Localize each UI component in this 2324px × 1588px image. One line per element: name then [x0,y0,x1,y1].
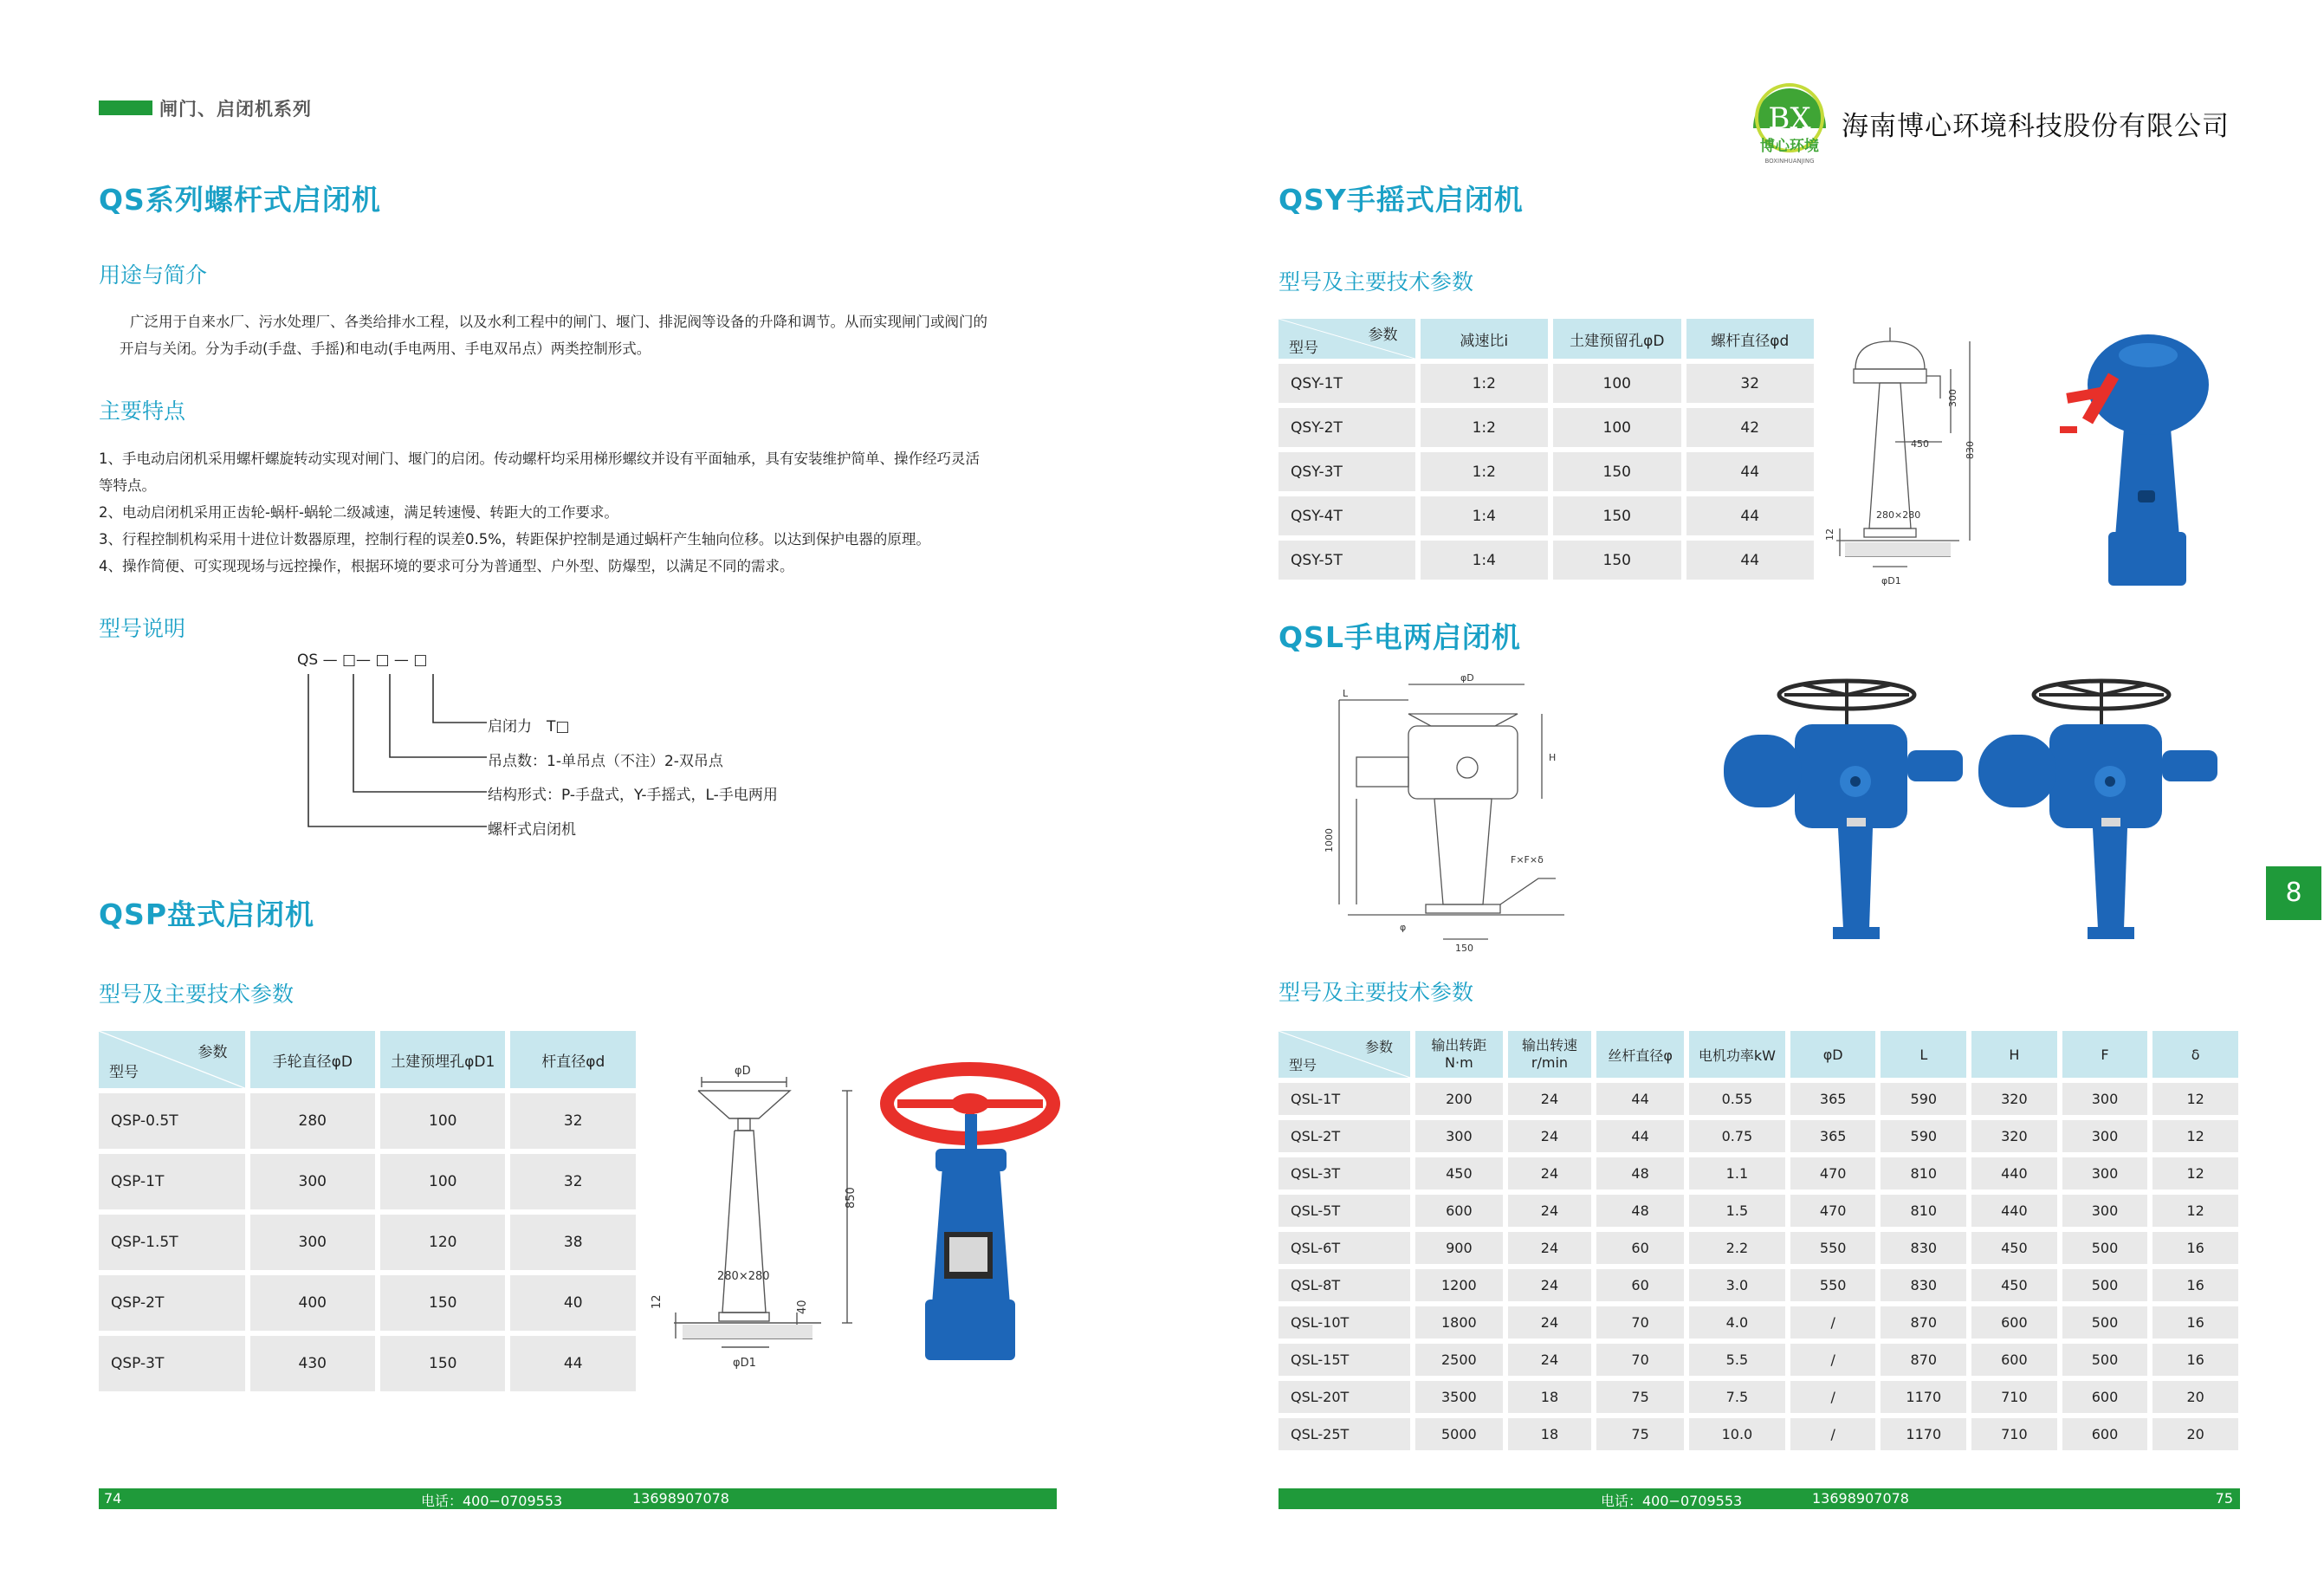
corner-bottom-label: 型号 [1289,340,1318,357]
drawing-label: 150 [1455,943,1473,954]
table-row [1279,1195,2238,1227]
table-cell: 600 [1971,1306,2057,1338]
table-cell: 0.55 [1689,1083,1785,1115]
table-cell: 20 [2152,1418,2238,1450]
drawing-label: 40 [796,1300,809,1314]
table-cell: QSL-25T [1279,1418,1410,1450]
table-cell: QSL-3T [1279,1157,1410,1189]
table-cell: 100 [1553,408,1680,447]
table-cell: QSY-1T [1279,364,1415,403]
page-number-left: 74 [104,1490,122,1507]
table-cell: 830 [1881,1232,1966,1264]
table-cell: QSP-3T [99,1336,245,1391]
table-cell: 20 [2152,1381,2238,1413]
table-cell: 12 [2152,1083,2238,1115]
company-name: 海南博心环境科技股份有限公司 [1842,111,2230,142]
table-cell: 550 [1790,1232,1876,1264]
table-cell: 3.0 [1689,1269,1785,1301]
table-cell: 44 [510,1336,636,1391]
table-cell: 200 [1415,1083,1503,1115]
qsy-technical-drawing [1821,321,1977,596]
drawing-label: 830 [1965,441,1976,459]
logo-en: BOXINHUANJING [1764,158,1815,165]
table-cell: 24 [1508,1306,1592,1338]
table-cell: 38 [510,1215,636,1270]
model-item-force: 启闭力 T□ [488,718,570,736]
table-cell: 440 [1971,1195,2057,1227]
table-cell: QSP-0.5T [99,1093,245,1149]
table-row [99,1093,636,1149]
corner-top-label: 参数 [1365,1039,1394,1055]
table-cell: 1:4 [1421,541,1548,580]
table-cell: 590 [1881,1120,1966,1152]
table-cell: / [1790,1418,1876,1450]
table-cell: 300 [250,1154,375,1209]
table-cell: 16 [2152,1306,2238,1338]
table-cell: 600 [1971,1344,2057,1376]
corner-bottom-label: 型号 [109,1064,139,1081]
chapter-tab: 8 [2266,866,2321,920]
table-cell: 550 [1790,1269,1876,1301]
table-cell: 1:4 [1421,496,1548,535]
table-row [1279,364,1814,403]
table-cell: 2.2 [1689,1232,1785,1264]
drawing-label: L [1343,688,1349,699]
drawing-label: 12 [1824,528,1835,541]
model-item-type: 螺杆式启闭机 [488,821,576,839]
table-cell: 24 [1508,1232,1592,1264]
table-header: 土建预埋孔φD1 [380,1031,505,1088]
qs-title: QS系列螺杆式启闭机 [99,183,381,217]
corner-bottom-label: 型号 [1289,1057,1317,1073]
table-cell: 810 [1881,1157,1966,1189]
table-cell: QSP-1.5T [99,1215,245,1270]
table-header: 手轮直径φD [250,1031,375,1088]
table-row [1279,1232,2238,1264]
logo-letters: BX [1768,101,1811,136]
table-cell: QSP-1T [99,1154,245,1209]
model-code-connectors [295,669,494,842]
table-cell: 1800 [1415,1306,1503,1338]
footer-mobile: 13698907078 [632,1490,729,1507]
table-cell: 1170 [1881,1418,1966,1450]
qsp-product-image [880,1062,1062,1367]
drawing-label: 850 [845,1187,858,1209]
table-cell: 300 [2062,1120,2148,1152]
table-row [99,1215,636,1270]
table-cell: 3500 [1415,1381,1503,1413]
table-cell: 365 [1790,1083,1876,1115]
table-row [1279,496,1814,535]
model-heading: 型号说明 [99,616,186,641]
table-cell: 44 [1686,452,1815,491]
table-cell: 10.0 [1689,1418,1785,1450]
drawing-label: 300 [1947,389,1958,407]
table-cell: 44 [1596,1083,1684,1115]
table-row [99,1154,636,1209]
table-header: 电机功率kW [1689,1031,1785,1078]
feature-line: 2、电动启闭机采用正齿轮-蜗杆-蜗轮二级减速，满足转速慢、转距大的工作要求。 [99,504,618,521]
table-cell: 710 [1971,1381,2057,1413]
page-number-right: 75 [2215,1490,2233,1507]
table-cell: 12 [2152,1120,2238,1152]
company-logo [1746,78,1833,168]
drawing-label: 12 [651,1294,664,1309]
table-cell: 500 [2062,1269,2148,1301]
table-row [1279,1381,2238,1413]
table-cell: QSL-2T [1279,1120,1410,1152]
table-cell: 24 [1508,1269,1592,1301]
table-cell: 75 [1596,1418,1684,1450]
table-cell: 44 [1686,496,1815,535]
table-cell: 12 [2152,1157,2238,1189]
qsl-product-image-2 [1971,672,2223,943]
table-cell: 150 [380,1336,505,1391]
table-cell: QSL-5T [1279,1195,1410,1227]
table-row [1279,1344,2238,1376]
table-cell: 150 [1553,541,1680,580]
qsl-product-image-1 [1717,672,1968,943]
table-header: 螺杆直径φd [1686,319,1815,359]
table-cell: 710 [1971,1418,2057,1450]
table-cell: 16 [2152,1232,2238,1264]
drawing-label: 450 [1911,438,1929,450]
table-cell: 440 [1971,1157,2057,1189]
table-cell: 600 [2062,1381,2148,1413]
table-cell: 1:2 [1421,364,1548,403]
table-cell: 60 [1596,1232,1684,1264]
table-cell: QSL-10T [1279,1306,1410,1338]
drawing-label: 280×280 [717,1270,770,1283]
table-cell: 16 [2152,1344,2238,1376]
table-cell: QSP-2T [99,1275,245,1331]
table-header: 杆直径φd [510,1031,636,1088]
table-cell: / [1790,1381,1876,1413]
table-header: φD [1790,1031,1876,1078]
table-cell: 1200 [1415,1269,1503,1301]
qsp-technical-drawing [648,1053,882,1382]
footer-bar-right [1279,1488,2240,1509]
table-cell: 280 [250,1093,375,1149]
drawing-label: H [1549,752,1557,763]
feature-line: 等特点。 [99,477,156,494]
table-cell: 1:2 [1421,408,1548,447]
table-cell: 32 [510,1154,636,1209]
table-header: 减速比i [1421,319,1548,359]
footer-phone: 电话：400−0709553 [1601,1493,1743,1509]
table-cell: 150 [1553,496,1680,535]
table-cell: 430 [250,1336,375,1391]
table-cell: 24 [1508,1083,1592,1115]
table-cell: 590 [1881,1083,1966,1115]
table-row [1279,452,1814,491]
usage-line-2: 开启与关闭。分为手动(手盘、手摇)和电动(手电两用、手电双吊点）两类控制形式。 [120,340,651,357]
table-cell: QSL-1T [1279,1083,1410,1115]
drawing-label: φD [735,1065,751,1078]
model-code: QS — □— □ — □ [297,651,428,669]
table-cell: 1170 [1881,1381,1966,1413]
corner-top-label: 参数 [197,1044,228,1061]
table-cell: 24 [1508,1195,1592,1227]
table-cell: 70 [1596,1306,1684,1338]
table-cell: 100 [380,1093,505,1149]
table-header: 输出转速 r/min [1508,1031,1592,1078]
drawing-label: φD1 [1881,575,1901,587]
table-cell: QSL-6T [1279,1232,1410,1264]
drawing-label: φ [1400,922,1407,933]
qsy-params-heading: 型号及主要技术参数 [1279,269,1474,295]
table-cell: QSL-20T [1279,1381,1410,1413]
drawing-label: φD [1460,672,1474,684]
table-cell: 365 [1790,1120,1876,1152]
table-cell: 70 [1596,1344,1684,1376]
table-cell: 12 [2152,1195,2238,1227]
table-cell: 18 [1508,1418,1592,1450]
table-cell: 300 [1415,1120,1503,1152]
table-row [1279,1306,2238,1338]
table-cell: 300 [2062,1157,2148,1189]
table-cell: QSL-8T [1279,1269,1410,1301]
qsl-params-heading: 型号及主要技术参数 [1279,980,1474,1005]
table-cell: 870 [1881,1306,1966,1338]
table-cell: 300 [2062,1195,2148,1227]
table-cell: 16 [2152,1269,2238,1301]
table-row [1279,1083,2238,1115]
table-cell: 870 [1881,1344,1966,1376]
qsp-title: QSP盘式启闭机 [99,898,315,931]
corner-top-label: 参数 [1368,327,1398,344]
qsp-table [94,1026,641,1397]
qsy-table [1273,314,1819,585]
table-cell: 450 [1415,1157,1503,1189]
table-row [1279,1269,2238,1301]
table-header: 土建预留孔φD [1553,319,1680,359]
table-cell: 300 [250,1215,375,1270]
table-cell: 150 [380,1275,505,1331]
table-cell: 18 [1508,1381,1592,1413]
table-cell: 7.5 [1689,1381,1785,1413]
table-cell: 24 [1508,1157,1592,1189]
table-cell: / [1790,1306,1876,1338]
table-cell: 100 [380,1154,505,1209]
feature-line: 4、操作简便、可实现现场与远控操作，根据环境的要求可分为普通型、户外型、防爆型，以满足不同的需求。 [99,558,794,574]
feature-line: 1、手电动启闭机采用螺杆螺旋转动实现对闸门、堰门的启闭。传动螺杆均采用梯形螺纹并设有平面轴承，具有安装维护简单、操作经巧灵活 [99,450,980,467]
qsl-table [1273,1026,2243,1455]
table-header: δ [2152,1031,2238,1078]
table-cell: 75 [1596,1381,1684,1413]
table-cell: 0.75 [1689,1120,1785,1152]
table-header-corner [99,1031,245,1088]
table-cell: 60 [1596,1269,1684,1301]
table-cell: 470 [1790,1195,1876,1227]
table-cell: QSY-4T [1279,496,1415,535]
table-cell: 24 [1508,1344,1592,1376]
table-cell: 44 [1596,1120,1684,1152]
table-cell: 320 [1971,1120,2057,1152]
table-cell: 42 [1686,408,1815,447]
table-cell: 320 [1971,1083,2057,1115]
qsl-technical-drawing [1322,671,1582,956]
table-cell: 5.5 [1689,1344,1785,1376]
series-label: 闸门、启闭机系列 [159,99,312,120]
table-header: H [1971,1031,2057,1078]
feature-line: 3、行程控制机构采用十进位计数器原理，控制行程的误差0.5%，转距保护控制是通过蜗杆产生轴向位移。以达到保护电器的原理。 [99,531,930,548]
table-cell: 100 [1553,364,1680,403]
table-cell: 600 [1415,1195,1503,1227]
table-cell: 150 [1553,452,1680,491]
qsp-params-heading: 型号及主要技术参数 [99,982,295,1007]
table-cell: / [1790,1344,1876,1376]
table-row [1279,408,1814,447]
table-cell: 900 [1415,1232,1503,1264]
table-cell: 450 [1971,1232,2057,1264]
table-cell: 500 [2062,1232,2148,1264]
features-heading: 主要特点 [99,399,186,424]
drawing-label: 1000 [1324,828,1335,852]
table-row [1279,1120,2238,1152]
table-cell: QSY-2T [1279,408,1415,447]
table-cell: 1.1 [1689,1157,1785,1189]
table-cell: 48 [1596,1195,1684,1227]
table-cell: 1:2 [1421,452,1548,491]
table-row [99,1336,636,1391]
table-header: 输出转距 N·m [1415,1031,1503,1078]
table-cell: 24 [1508,1120,1592,1152]
table-row [1279,1418,2238,1450]
features-list [99,445,980,580]
table-header-corner [1279,1031,1410,1078]
table-cell: 5000 [1415,1418,1503,1450]
table-row [1279,541,1814,580]
drawing-label: φD1 [733,1357,756,1370]
footer-mobile: 13698907078 [1812,1490,1909,1507]
model-item-structure: 结构形式：P-手盘式，Y-手摇式，L-手电两用 [488,787,778,804]
table-cell: 830 [1881,1269,1966,1301]
table-cell: 450 [1971,1269,2057,1301]
table-cell: 470 [1790,1157,1876,1189]
model-item-points: 吊点数：1-单吊点（不注）2-双吊点 [488,753,723,770]
table-cell: 40 [510,1275,636,1331]
qsy-product-image [2060,321,2233,589]
qsl-title: QSL手电两启闭机 [1279,620,1521,654]
table-cell: QSL-15T [1279,1344,1410,1376]
table-cell: 32 [510,1093,636,1149]
table-cell: QSY-5T [1279,541,1415,580]
table-header: L [1881,1031,1966,1078]
table-cell: 32 [1686,364,1815,403]
table-cell: 2500 [1415,1344,1503,1376]
usage-heading: 用途与简介 [99,263,208,288]
drawing-label: 280×280 [1876,509,1921,521]
table-cell: 600 [2062,1418,2148,1450]
series-bar [99,100,152,115]
footer-bar-left [99,1488,1057,1509]
logo-cn: 博心环境 [1760,138,1819,155]
table-cell: QSY-3T [1279,452,1415,491]
table-cell: 400 [250,1275,375,1331]
table-header-corner [1279,319,1415,359]
table-cell: 300 [2062,1083,2148,1115]
table-cell: 48 [1596,1157,1684,1189]
table-cell: 810 [1881,1195,1966,1227]
table-row [1279,1157,2238,1189]
qsy-title: QSY手摇式启闭机 [1279,183,1524,217]
usage-line-1: 广泛用于自来水厂、污水处理厂、各类给排水工程，以及水利工程中的闸门、堰门、排泥阀等设备的升降和调节。从而实现闸门或阀门的 [130,314,987,330]
table-row [99,1275,636,1331]
table-cell: 500 [2062,1344,2148,1376]
table-header: 丝杆直径φ [1596,1031,1684,1078]
table-header: F [2062,1031,2148,1078]
drawing-label: F×F×δ [1511,854,1544,865]
table-cell: 500 [2062,1306,2148,1338]
table-cell: 44 [1686,541,1815,580]
table-cell: 4.0 [1689,1306,1785,1338]
table-cell: 120 [380,1215,505,1270]
table-cell: 1.5 [1689,1195,1785,1227]
footer-phone: 电话：400−0709553 [421,1493,563,1509]
